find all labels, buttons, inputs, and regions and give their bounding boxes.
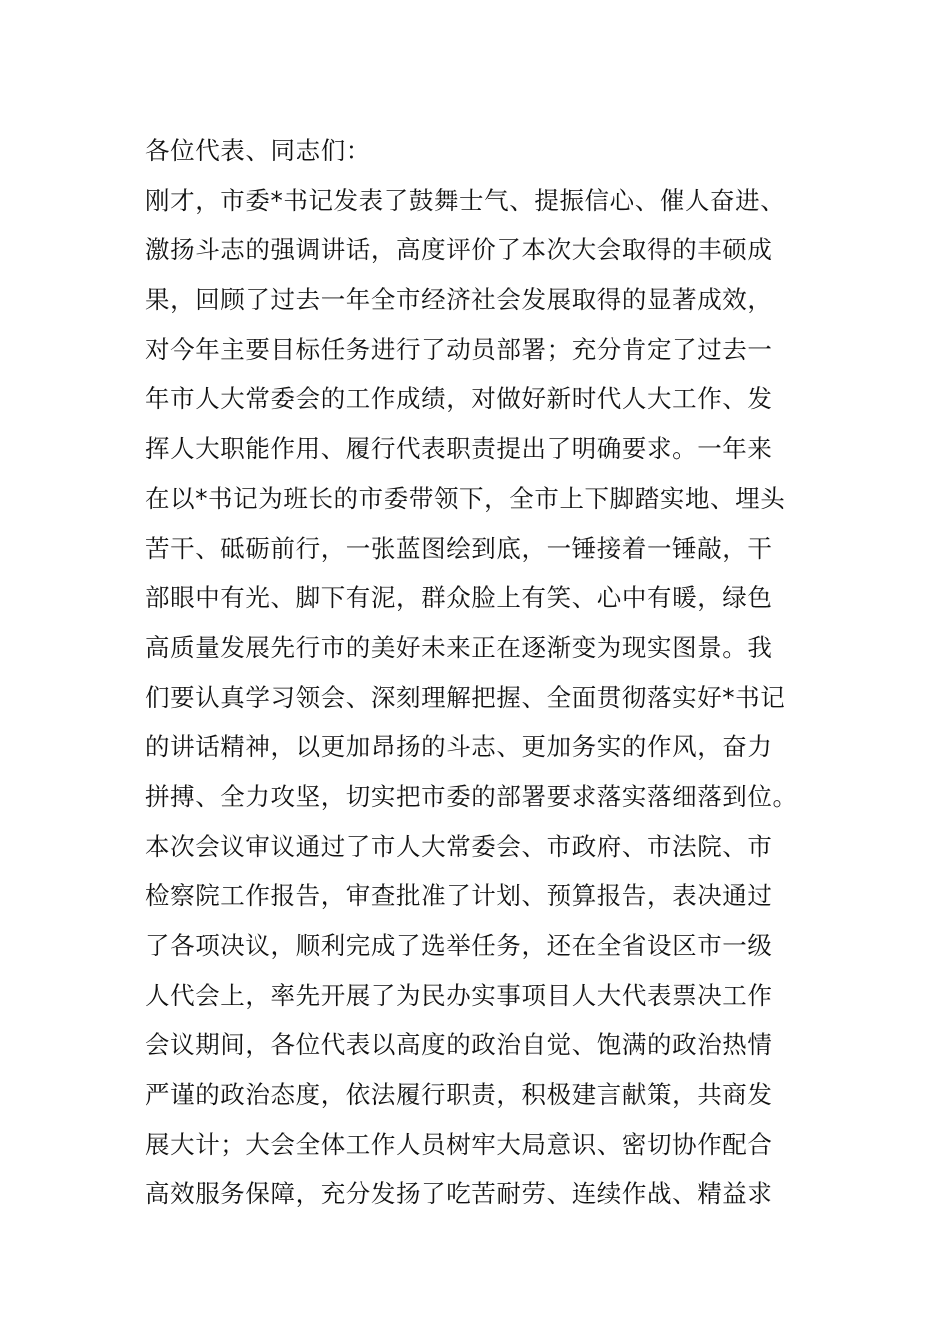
- text-line: 挥人大职能作用、履行代表职责提出了明确要求。一年来: [145, 434, 773, 464]
- text-line: 对今年主要目标任务进行了动员部署；充分肯定了过去一: [145, 334, 773, 364]
- text-line: 在以*书记为班长的市委带领下，全市上下脚踏实地、埋头: [145, 483, 786, 513]
- text-line: 果，回顾了过去一年全市经济社会发展取得的显著成效，: [145, 285, 773, 315]
- speech-text: [145, 126, 825, 1219]
- text-line: 各位代表、同志们：: [145, 136, 371, 165]
- text-line: 展大计；大会全体工作人员树牢大局意识、密切协作配合: [145, 1129, 773, 1159]
- text-line: 本次会议审议通过了市人大常委会、市政府、市法院、市: [145, 831, 773, 861]
- text-line: 人代会上，率先开展了为民办实事项目人大代表票决工作: [145, 980, 773, 1010]
- text-line: 会议期间，各位代表以高度的政治自觉、饱满的政治热情: [145, 1030, 773, 1060]
- text-line: 高质量发展先行市的美好未来正在逐渐变为现实图景。我: [145, 632, 773, 662]
- text-line: 的讲话精神，以更加昂扬的斗志、更加务实的作风，奋力: [145, 732, 773, 762]
- text-line: 部眼中有光、脚下有泥，群众脸上有笑、心中有暖，绿色: [145, 583, 773, 613]
- text-line: 拼搏、全力攻坚，切实把市委的部署要求落实落细落到位。: [145, 781, 798, 811]
- text-line: 年市人大常委会的工作成绩，对做好新时代人大工作、发: [145, 384, 773, 414]
- text-line: 激扬斗志的强调讲话，高度评价了本次大会取得的丰硕成: [145, 235, 773, 265]
- text-line: 高效服务保障，充分发扬了吃苦耐劳、连续作战、精益求: [145, 1179, 773, 1209]
- text-line: 了各项决议，顺利完成了选举任务，还在全省设区市一级: [145, 931, 773, 960]
- text-line: 苦干、砥砺前行，一张蓝图绘到底，一锤接着一锤敲，干: [145, 533, 773, 563]
- text-line: 检察院工作报告，审查批准了计划、预算报告，表决通过: [145, 881, 773, 911]
- text-line: 严谨的政治态度，依法履行职责，积极建言献策，共商发: [145, 1080, 773, 1110]
- text-line: 刚才，市委*书记发表了鼓舞士气、提振信心、催人奋进、: [145, 185, 786, 215]
- text-line: 们要认真学习领会、深刻理解把握、全面贯彻落实好*书记: [145, 682, 786, 712]
